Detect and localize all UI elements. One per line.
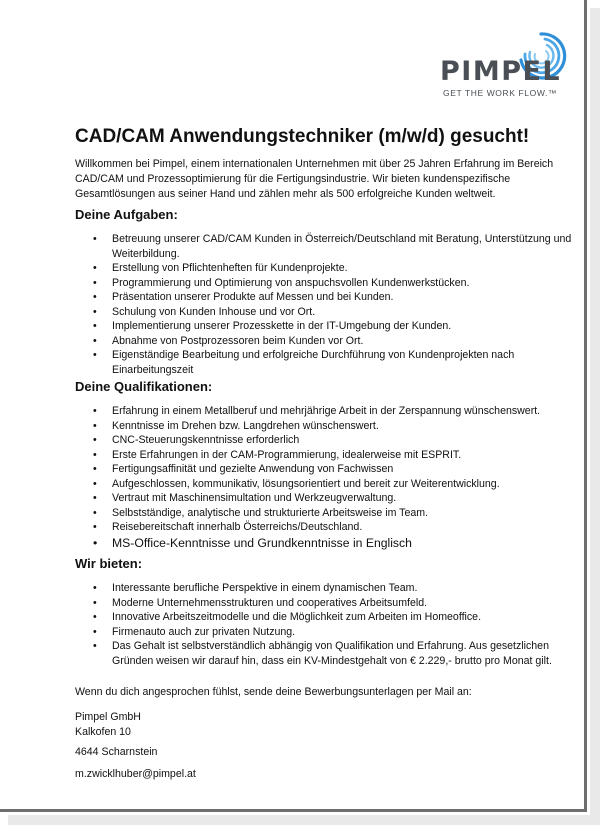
list-item: • Reisebereitschaft innerhalb Österreichs/Deutschland. <box>112 520 582 535</box>
heading-aufgaben: Deine Aufgaben: <box>75 207 178 222</box>
list-item: • Abnahme von Postprozessoren beim Kunden vor Ort. <box>112 334 582 349</box>
heading-qualifikationen: Deine Qualifikationen: <box>75 379 213 394</box>
list-item: • Interessante berufliche Perspektive in einem dynamischen Team. <box>112 581 582 596</box>
pimpel-logo <box>435 30 570 102</box>
contact-cta: Wenn du dich angesprochen fühlst, sende deine Bewerbungsunterlagen per Mail an: <box>75 686 472 698</box>
list-item: • Das Gehalt ist selbstverständlich abhängig von Qualifikation und Erfahrung. Aus gesetzlichen Gründen weisen wir darauf hin, dass ein KV-Mindestgehalt von € 2.229,- brutto pro Monat gilt. <box>112 639 582 668</box>
list-item: • Vertraut mit Maschinensimultation und Werkzeugverwaltung. <box>112 491 582 506</box>
list-item: • CNC-Steuerungskenntnisse erforderlich <box>112 433 582 448</box>
list-item: • Innovative Arbeitszeitmodelle und die Möglichkeit zum Arbeiten im Homeoffice. <box>112 610 582 625</box>
contact-city: 4644 Scharnstein <box>75 746 158 758</box>
contact-email[interactable]: m.zwicklhuber@pimpel.at <box>75 768 196 780</box>
list-item: • MS-Office-Kenntnisse und Grundkenntnisse in Englisch <box>112 535 582 552</box>
page-title: CAD/CAM Anwendungstechniker (m/w/d) gesucht! <box>75 126 530 147</box>
list-item: • Selbstständige, analytische und strukturierte Arbeitsweise im Team. <box>112 506 582 521</box>
list-item: • Firmenauto auch zur privaten Nutzung. <box>112 625 582 640</box>
list-bieten <box>112 581 582 668</box>
intro-paragraph: Willkommen bei Pimpel, einem internationalen Unternehmen mit über 25 Jahren Erfahrung im Bereich CAD/CAM und Prozessoptimierung für die Fertigungsindustrie. Wir bieten kundenspezifische Gesamtlösungen aus seiner Hand und zählen mehr als 500 erfolgreiche Kunden weltweit. <box>75 158 554 200</box>
list-item: • Implementierung unserer Prozesskette in der IT-Umgebung der Kunden. <box>112 319 582 334</box>
list-item: • Schulung von Kunden Inhouse und vor Ort. <box>112 305 582 320</box>
list-item: • Aufgeschlossen, kommunikativ, lösungsorientiert und bereit zur Weiterentwicklung. <box>112 477 582 492</box>
page-shadow-right <box>590 8 600 825</box>
logo-tagline: GET THE WORK FLOW.™ <box>443 88 558 98</box>
list-item: • Erstellung von Pflichtenheften für Kundenprojekte. <box>112 261 582 276</box>
contact-street: Kalkofen 10 <box>75 726 131 738</box>
list-item: • Fertigungsaffinität und gezielte Anwendung von Fachwissen <box>112 462 582 477</box>
heading-bieten: Wir bieten: <box>75 556 143 571</box>
list-item: • Erfahrung in einem Metallberuf und mehrjährige Arbeit in der Zerspannung wünschenswert. <box>112 404 582 419</box>
list-item: • Programmierung und Optimierung von anspuchsvollen Kundenwerkstücken. <box>112 276 582 291</box>
list-item: • Betreuung unserer CAD/CAM Kunden in Österreich/Deutschland mit Beratung, Unterstützung und Weiterbildung. <box>112 232 582 261</box>
list-item: • Moderne Unternehmensstrukturen und cooperatives Arbeitsumfeld. <box>112 596 582 611</box>
list-item: • Eigenständige Bearbeitung und erfolgreiche Durchführung von Kundenprojekten nach Einarbeitungszeit <box>112 348 582 377</box>
page-shadow-bottom <box>8 815 600 825</box>
list-item: • Kenntnisse im Drehen bzw. Langdrehen wünschenswert. <box>112 419 582 434</box>
list-aufgaben <box>112 232 582 377</box>
list-item: • Erste Erfahrungen in der CAM-Programmierung, idealerweise mit ESPRIT. <box>112 448 582 463</box>
list-qualifikationen <box>112 404 582 552</box>
logo-wordmark: PIMPEL <box>440 56 562 87</box>
contact-company: Pimpel GmbH <box>75 711 141 723</box>
list-item: • Präsentation unserer Produkte auf Messen und bei Kunden. <box>112 290 582 305</box>
